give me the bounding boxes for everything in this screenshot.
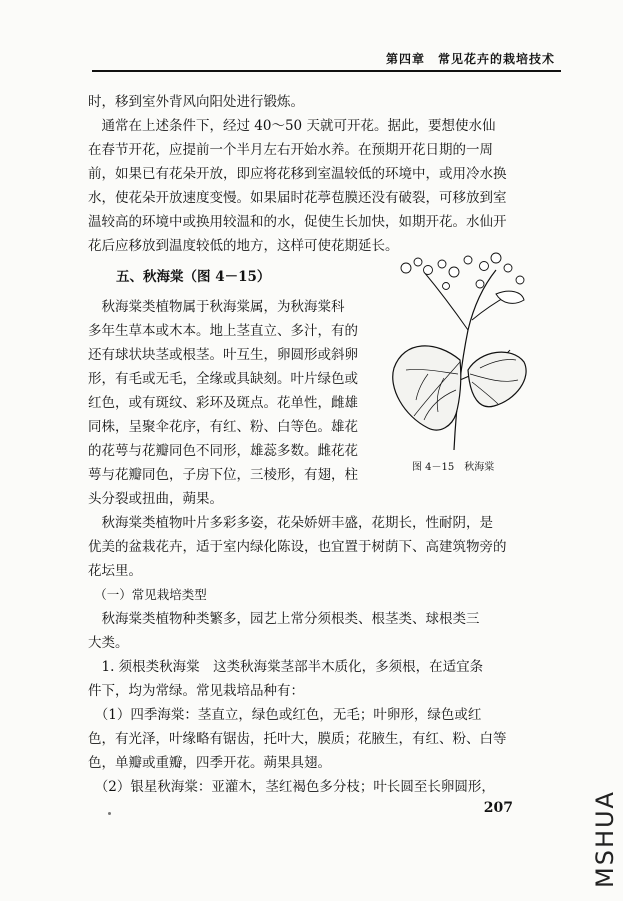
text-line: 在春节开花，应提前一个半月左右开始水养。在预期开花日期的一周 [88,142,493,158]
text-line: 花后应移放到温度较低的地方，这样可使花期延长。 [88,238,399,254]
text-line: 色，有光泽，叶缘略有锯齿，托叶大，膜质；花腋生，有红、粉、白等 [88,731,507,747]
text-line: 形，有毛或无毛，全缘或具缺刻。叶片绿色或 [88,371,358,387]
text-line: 秋海棠类植物属于秋海棠属，为秋海棠科 [88,299,345,315]
text-line: 大类。 [88,635,129,651]
text-line: 前，如果已有花朵开放，即应将花移到室温较低的环境中，或用冷水换 [88,166,507,182]
text-line: （2）银星秋海棠：亚灌木，茎红褐色多分枝；叶长圆至长卵圆形， [88,779,495,795]
text-line: 红色，或有斑纹、彩环及斑点。花单性，雌雄 [88,395,358,411]
figure-caption: 图 4－15 秋海棠 [412,462,495,473]
begonia-illustration [384,250,536,455]
text-line: 温较高的环境中或换用较温和的水，促使生长加快，如期开花。水仙开 [88,214,507,230]
text-line: 秋海棠类植物叶片多彩多姿，花朵娇妍丰盛，花期长，性耐阴，是 [88,515,493,531]
text-line: 1. 须根类秋海棠 这类秋海棠茎部半木质化，多须根，在适宜条 [88,659,484,675]
text-line: 水，使花朵开放速度变慢。如果届时花葶苞膜还没有破裂，可移放到室 [88,190,507,206]
text-line: 同株，呈聚伞花序，有红、粉、白等色。雄花 [88,419,358,435]
subsection-heading: （一）常见栽培类型 [88,587,207,602]
section-heading: 五、秋海棠（图 4－15） [116,269,271,285]
running-header: 第四章 常见花卉的栽培技术 [385,52,555,66]
text-line: 花坛里。 [88,563,142,579]
text-line: 还有球状块茎或根茎。叶互生，卵圆形或斜卵 [88,347,358,363]
text-line: 优美的盆栽花卉，适于室内绿化陈设，也宜置于树荫下、高建筑物旁的 [88,539,507,555]
text-line: 萼与花瓣同色，子房下位，三棱形，有翅，柱 [88,467,358,483]
page-number: 207 [483,800,513,816]
text-line: （1）四季海棠：茎直立，绿色或红色，无毛；叶卵形，绿色或红 [88,707,482,723]
text-line: 秋海棠类植物种类繁多，园艺上常分须根类、根茎类、球根类三 [88,611,480,627]
scan-speck [108,812,111,815]
text-line: 件下，均为常绿。常见栽培品种有： [88,683,304,699]
text-line: 时，移到室外背风向阳处进行锻炼。 [88,94,304,110]
text-line: 多年生草本或木本。地上茎直立、多汁，有的 [88,323,358,339]
text-line: 头分裂或扭曲，蒴果。 [88,491,223,507]
text-line: 色，单瓣或重瓣，四季开花。蒴果具翅。 [88,755,331,771]
text-line: 的花萼与花瓣同色不同形，雄蕊多数。雌花花 [88,443,358,459]
watermark: MSHUA [591,790,619,888]
text-line: 通常在上述条件下，经过 40～50 天就可开花。据此，要想使水仙 [88,118,496,134]
header-rule [92,70,561,72]
